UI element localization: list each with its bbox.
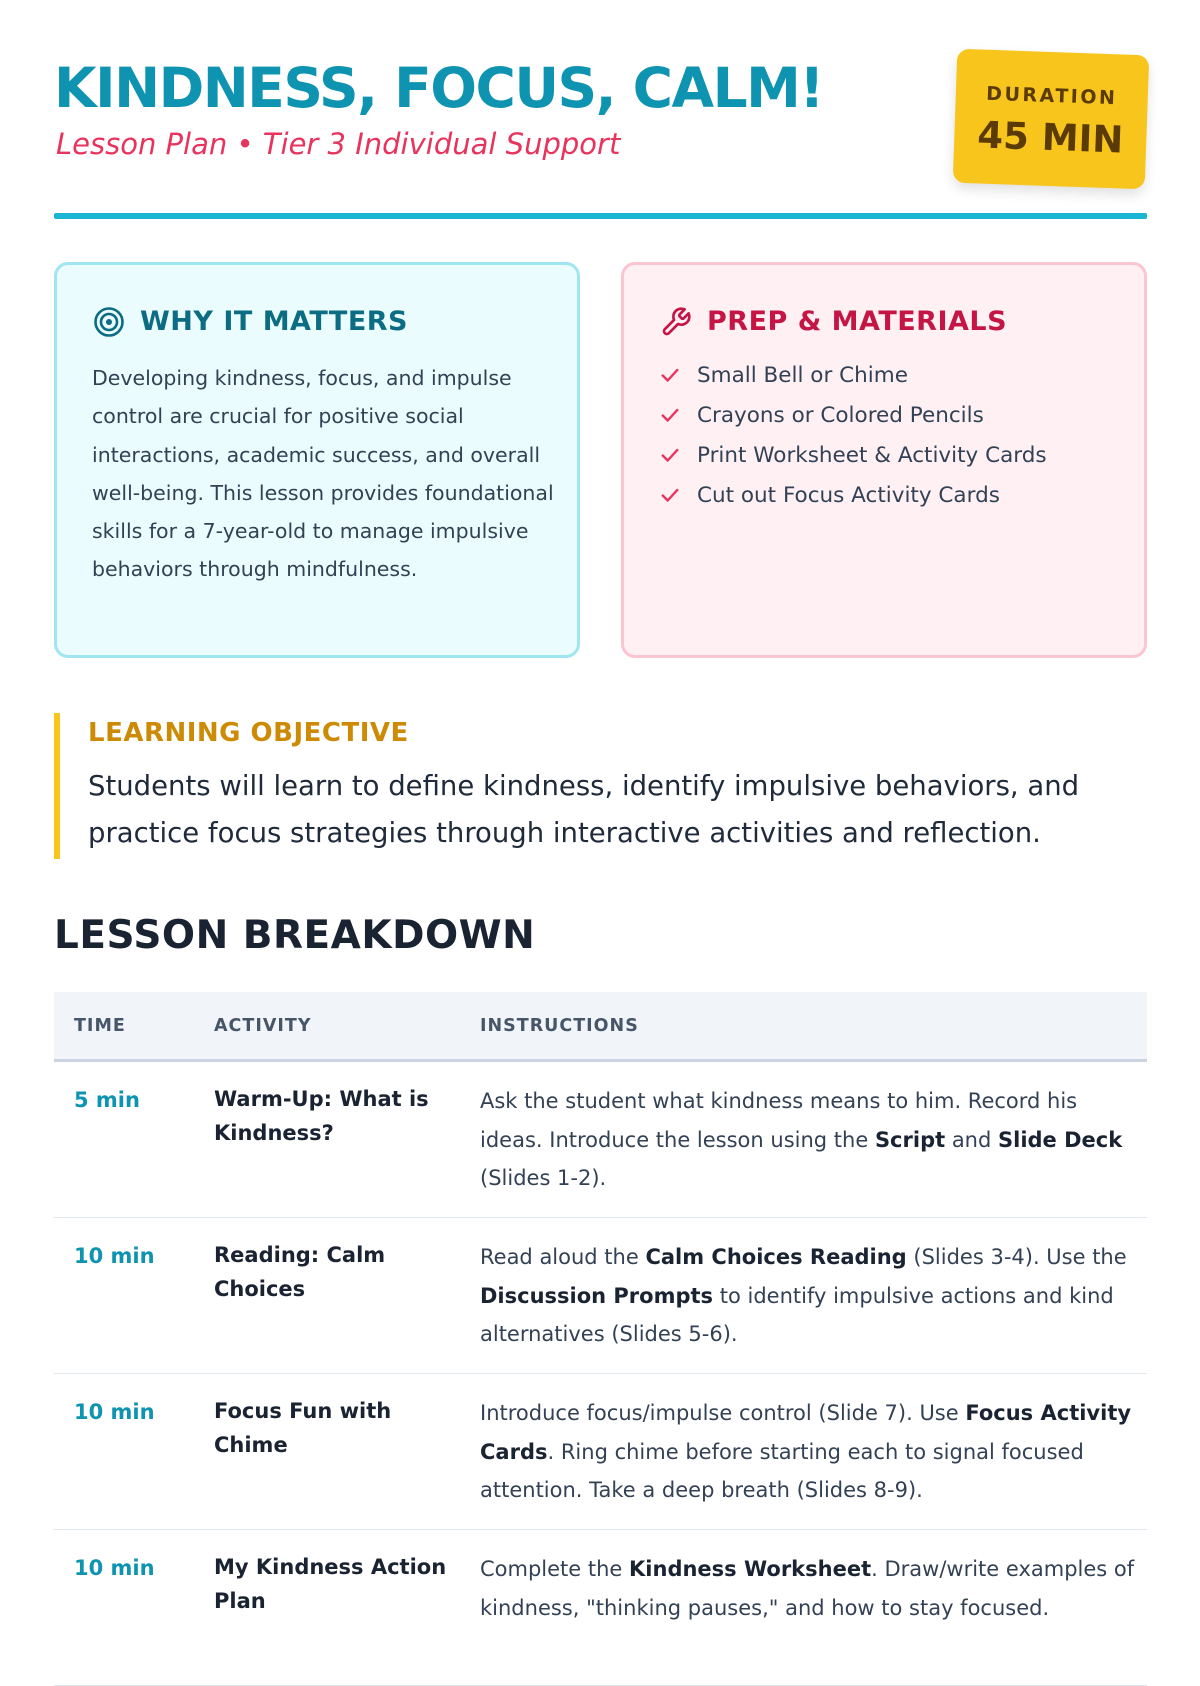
duration-value: 45 MIN — [976, 113, 1125, 162]
row-instructions — [480, 1062, 1147, 1217]
check-icon — [659, 364, 681, 386]
page-subtitle: Lesson Plan • Tier 3 Individual Support — [56, 127, 621, 161]
column-header-instructions: INSTRUCTIONS — [480, 1015, 639, 1036]
row-instructions — [480, 1530, 1147, 1685]
row-instructions — [480, 1218, 1147, 1373]
prep-card-header — [659, 304, 1007, 340]
instruction-text: (Slides 1-2). — [480, 1166, 607, 1190]
row-time: 10 min — [74, 1244, 155, 1268]
column-header-activity: ACTIVITY — [214, 1015, 312, 1036]
materials-item-label: Small Bell or Chime — [697, 362, 908, 388]
why-card-title: WHY IT MATTERS — [140, 306, 408, 337]
row-instructions — [480, 1374, 1147, 1529]
learning-objective — [54, 713, 1147, 859]
emphasis-text: Calm Choices Reading — [645, 1245, 907, 1269]
instruction-text: Ask the student what kindness means to him. Record his ideas. Introduce the lesson using the — [480, 1089, 1078, 1152]
table-header — [54, 992, 1147, 1062]
emphasis-text: Kindness Worksheet — [629, 1557, 872, 1581]
table-row — [54, 1530, 1147, 1686]
why-it-matters-card — [54, 262, 580, 658]
row-activity: My Kindness Action Plan — [214, 1555, 447, 1613]
instruction-text: to identify impulsive actions and kind alternatives (Slides 5-6). — [480, 1283, 1114, 1346]
prep-card-title: PREP & MATERIALS — [707, 306, 1008, 337]
header — [54, 0, 1147, 224]
materials-item — [659, 475, 1047, 515]
target-icon — [92, 305, 126, 339]
instruction-text: . Ring chime before starting each to signal focused attention. Take a deep breath (Slides 8-9). — [480, 1439, 1084, 1502]
materials-item — [659, 435, 1047, 475]
page-title: KINDNESS, FOCUS, CALM! — [54, 56, 823, 120]
duration-label: DURATION — [985, 82, 1118, 110]
breakdown-title: LESSON BREAKDOWN — [54, 913, 536, 958]
materials-item — [659, 395, 1047, 435]
lesson-plan-page — [54, 0, 1147, 1620]
check-icon — [659, 484, 681, 506]
prep-materials-card — [621, 262, 1147, 658]
materials-item-label: Crayons or Colored Pencils — [697, 402, 984, 428]
instruction-text: (Slides 3-4). Use the — [906, 1245, 1127, 1269]
row-time: 10 min — [74, 1556, 155, 1580]
emphasis-text: Discussion Prompts — [480, 1283, 714, 1308]
lesson-breakdown-table — [54, 992, 1147, 1686]
duration-badge — [953, 49, 1150, 190]
objective-text: Students will learn to define kindness, identify impulsive behaviors, and practice focus strategies through interactive activities and reflection. — [88, 770, 1080, 849]
emphasis-text: Focus Activity Cards — [480, 1401, 1132, 1464]
materials-item-label: Cut out Focus Activity Cards — [697, 482, 1000, 508]
check-icon — [659, 444, 681, 466]
row-activity: Reading: Calm Choices — [214, 1243, 386, 1301]
materials-item-label: Print Worksheet & Activity Cards — [697, 442, 1047, 468]
row-activity: Focus Fun with Chime — [214, 1399, 392, 1457]
instruction-text: Introduce focus/impulse control (Slide 7). Use — [480, 1401, 966, 1425]
row-activity: Warm-Up: What is Kindness? — [214, 1087, 429, 1145]
emphasis-text: Script — [874, 1127, 946, 1152]
wrench-icon — [659, 305, 693, 339]
row-time: 10 min — [74, 1400, 155, 1424]
instruction-text: Read aloud the — [480, 1245, 646, 1269]
check-icon — [659, 404, 681, 426]
materials-list — [659, 355, 1047, 515]
table-row — [54, 1062, 1147, 1218]
instruction-text: . Draw/write examples of kindness, "thinking pauses," and how to stay focused. — [480, 1557, 1135, 1620]
emphasis-text: Slide Deck — [998, 1127, 1123, 1152]
why-card-text: Developing kindness, focus, and impulse control are crucial for positive social interactions, academic success, and overall well-being. This lesson provides foundational skills for a 7-year-old to manage impulsive behaviors through mindfulness. — [92, 366, 554, 582]
table-row — [54, 1374, 1147, 1530]
instruction-text: Complete the — [480, 1557, 630, 1581]
why-card-header — [92, 304, 408, 340]
header-divider — [54, 213, 1147, 219]
objective-title: LEARNING OBJECTIVE — [88, 718, 409, 748]
row-time: 5 min — [74, 1088, 140, 1112]
table-row — [54, 1218, 1147, 1374]
materials-item — [659, 355, 1047, 395]
column-header-time: TIME — [74, 1015, 126, 1036]
instruction-text: and — [945, 1127, 998, 1152]
